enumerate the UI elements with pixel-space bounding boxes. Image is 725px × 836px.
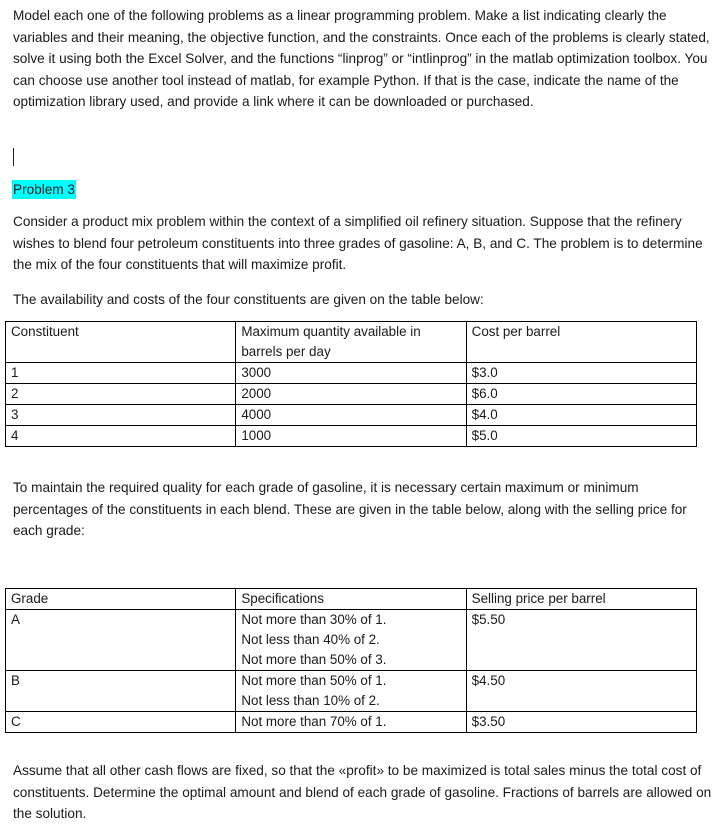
cost-cell: $5.0 <box>466 426 696 447</box>
max-quantity-cell: 1000 <box>236 426 466 447</box>
price-cell: $3.50 <box>466 712 696 733</box>
grade-cell: A <box>6 610 236 671</box>
specs-cell <box>236 671 466 712</box>
grades-table <box>5 588 697 733</box>
problem-label: Problem 3 <box>13 182 75 197</box>
price-cell: $4.50 <box>466 671 696 712</box>
table-row <box>6 363 697 384</box>
spec-line: Not more than 30% of 1. <box>241 612 387 627</box>
header-max-quantity: Maximum quantity available in barrels per day <box>236 322 466 363</box>
spec-line: Not less than 10% of 2. <box>241 693 380 708</box>
cost-cell: $6.0 <box>466 384 696 405</box>
constituent-cell: 2 <box>6 384 236 405</box>
spec-line: Not more than 70% of 1. <box>241 714 387 729</box>
price-cell: $5.50 <box>466 610 696 671</box>
cost-cell: $3.0 <box>466 363 696 384</box>
table-row <box>6 405 697 426</box>
constituents-table <box>5 321 697 447</box>
constituent-cell: 4 <box>6 426 236 447</box>
specs-cell <box>236 610 466 671</box>
quality-intro: To maintain the required quality for each grade of gasoline, it is necessary certain maximum or minimum percentages of the constituents in each blend. These are given in the table below, along with the selling price for each grade: <box>13 480 687 538</box>
instructions-paragraph: Model each one of the following problems as a linear programming problem. Make a list indicating clearly the variables and their meaning, the objective function, and the constraints. Once each of the problems is clearly stated, solve it using both the Excel Solver, and the functions “linprog” or “intlinprog” in the matlab optimization toolbox. You can choose use another tool instead of matlab, for example Python. If that is the case, indicate the name of the optimization library used, and provide a link where it can be downloaded or purchased. <box>13 8 710 109</box>
table-header-row <box>6 589 697 610</box>
availability-intro: The availability and costs of the four constituents are given on the table below: <box>13 292 484 307</box>
text-cursor <box>13 148 14 166</box>
max-quantity-cell: 4000 <box>236 405 466 426</box>
header-constituent: Constituent <box>6 322 236 363</box>
constituent-cell: 1 <box>6 363 236 384</box>
context-paragraph: Consider a product mix problem within the context of a simplified oil refinery situation. Suppose that the refinery wishes to blend four petroleum constituents into three grades of gasoline: A, B, and C. The problem is to determine the mix of the four constituents that will maximize profit. <box>13 214 703 272</box>
constituent-cell: 3 <box>6 405 236 426</box>
spec-line: Not more than 50% of 3. <box>241 652 387 667</box>
assumption-paragraph: Assume that all other cash flows are fixed, so that the «profit» to be maximized is total sales minus the total cost of constituents. Determine the optimal amount and blend of each grade of gasoline. Fractions of barrels are allowed on the solution. <box>13 763 712 821</box>
table-row <box>6 384 697 405</box>
spec-line: Not less than 40% of 2. <box>241 632 380 647</box>
header-cost: Cost per barrel <box>466 322 696 363</box>
header-grade: Grade <box>6 589 236 610</box>
spec-line: Not more than 50% of 1. <box>241 673 387 688</box>
specs-cell <box>236 712 466 733</box>
grade-cell: C <box>6 712 236 733</box>
table-row <box>6 426 697 447</box>
table-row <box>6 610 697 671</box>
max-quantity-cell: 2000 <box>236 384 466 405</box>
table-row <box>6 671 697 712</box>
cost-cell: $4.0 <box>466 405 696 426</box>
max-quantity-cell: 3000 <box>236 363 466 384</box>
header-selling-price: Selling price per barrel <box>466 589 696 610</box>
header-specifications: Specifications <box>236 589 466 610</box>
grade-cell: B <box>6 671 236 712</box>
table-row <box>6 712 697 733</box>
table-header-row <box>6 322 697 363</box>
